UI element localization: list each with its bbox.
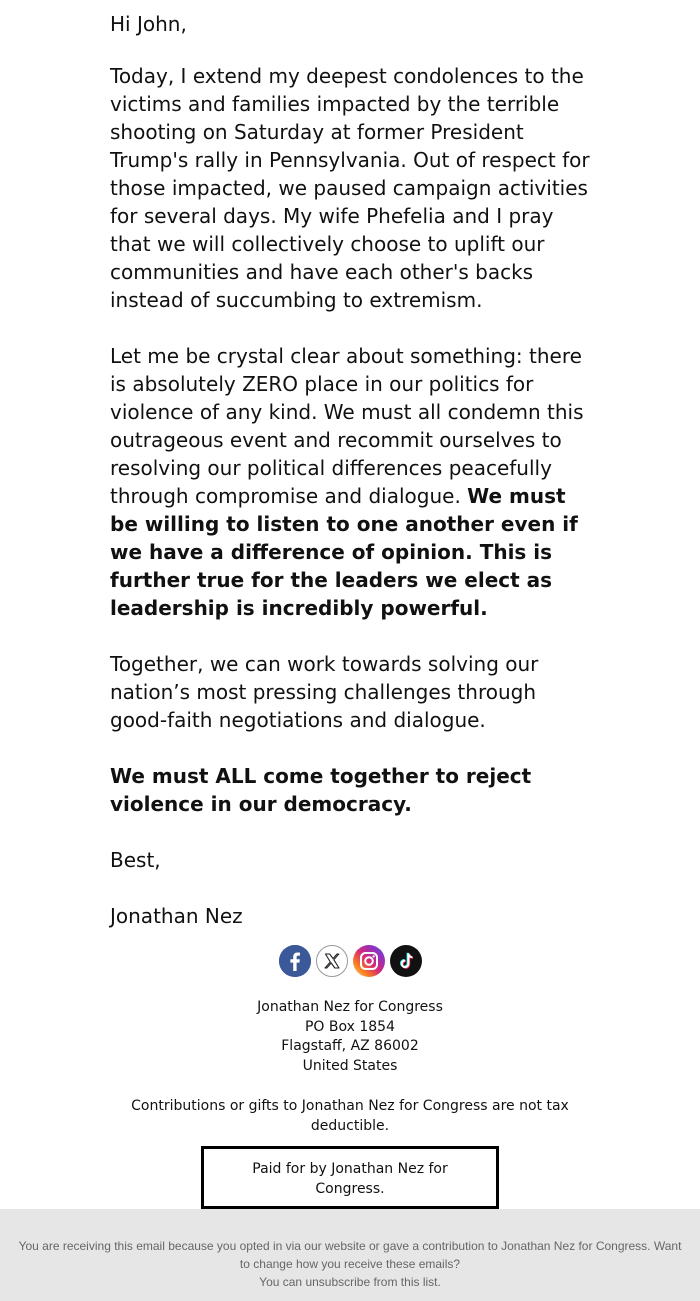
paragraph-violence <box>110 342 592 622</box>
tiktok-icon[interactable] <box>390 945 422 977</box>
greeting: Hi John, <box>110 12 187 36</box>
unsubscribe-link[interactable]: You can unsubscribe from this list. <box>259 1275 441 1289</box>
email-body <box>110 10 592 958</box>
signoff: Best, <box>110 848 161 872</box>
tax-disclaimer: Contributions or gifts to Jonathan Nez for Congress are not tax deductible. <box>131 1098 569 1134</box>
address-country: United States <box>302 1057 398 1074</box>
address-name: Jonathan Nez for Congress <box>257 999 443 1015</box>
social-links <box>0 945 700 977</box>
facebook-icon[interactable] <box>279 945 311 977</box>
email-footer <box>0 1209 700 1301</box>
paragraph-violence-text: Let me be crystal clear about something: there is absolutely ZERO place in our politics for violence of any kind. We must all condemn this outrageous event and recommit ourselves to resolving our political differences peacefully through compromise and dialogue. <box>110 344 584 508</box>
paragraph-reject-violence <box>110 762 592 818</box>
paragraph-reject-violence-bold: We must ALL come together to reject violence in our democracy. <box>110 764 532 816</box>
address-city: Flagstaff, AZ 86002 <box>281 1038 419 1054</box>
paragraph-violence-bold: We must be willing to listen to one another even if we have a difference of opinion. This is further true for the leaders we elect as leadership is incredibly powerful. <box>110 484 578 620</box>
footer-notice: You are receiving this email because you opted in via our website or gave a contribution to Jonathan Nez for Congress. Want to change how you receive these emails? <box>18 1239 682 1271</box>
paragraph-together: Together, we can work towards solving our nation’s most pressing challenges through good-faith negotiations and dialogue. <box>110 652 539 732</box>
mailing-address <box>0 998 700 1076</box>
instagram-icon[interactable] <box>353 945 385 977</box>
x-icon[interactable] <box>316 945 348 977</box>
address-po-box: PO Box 1854 <box>304 1018 395 1035</box>
paid-for-box: Paid for by Jonathan Nez for Congress. <box>201 1146 499 1209</box>
signature: Jonathan Nez <box>110 904 243 928</box>
paragraph-condolences: Today, I extend my deepest condolences to the victims and families impacted by the terrible shooting on Saturday at former President Trump's rally in Pennsylvania. Out of respect for those impacted, we paused campaign activities for several days. My wife Phefelia and I pray that we will collectively choose to uplift our communities and have each other's backs instead of succumbing to extremism. <box>110 64 590 312</box>
